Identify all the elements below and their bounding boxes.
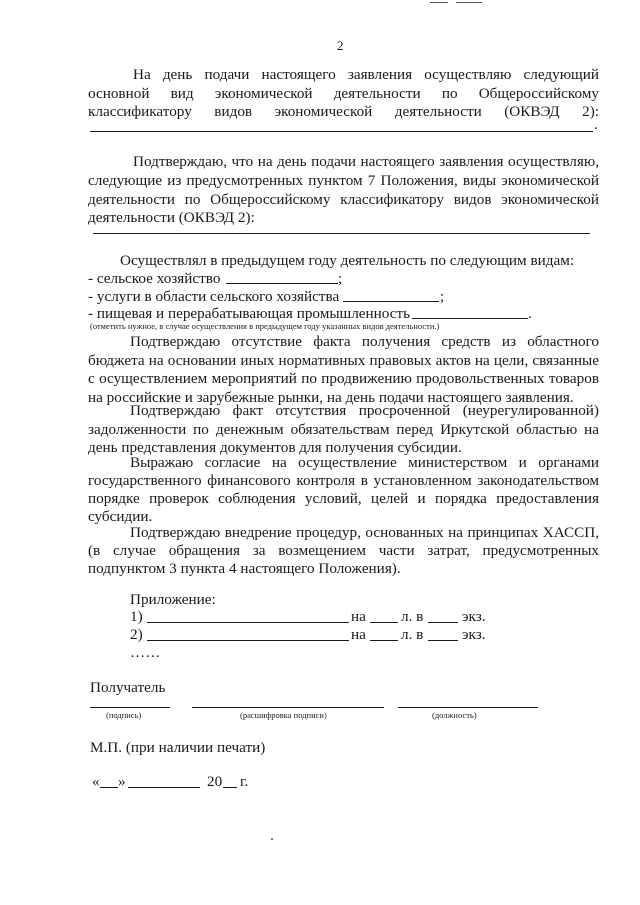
prev-year-item-3: - пищевая и перерабатывающая промышленность xyxy=(88,305,411,322)
para2-line-1: Подтверждаю факт отсутствия просроченной (неурегулированной) xyxy=(130,402,599,419)
date-day-fill xyxy=(100,787,118,788)
prev-year-intro: Осуществлял в предыдущем году деятельность по следующим видам: xyxy=(120,252,575,269)
para1-line-2: бюджета на основании иных нормативных правовых актов на цели, связанные xyxy=(88,352,599,369)
scan-mark xyxy=(430,2,448,3)
date-year-prefix: 20 xyxy=(207,773,223,790)
confirm-line-3: деятельности по Общероссийскому классификатору видов экономической xyxy=(88,191,599,208)
attachment-row-1-pages-fill xyxy=(370,622,398,623)
attachment-row-1-name-fill xyxy=(147,622,349,623)
okved-fill-end: . xyxy=(594,116,598,133)
para4-line-3: подпунктом 3 пункта 4 настоящего Положения). xyxy=(88,560,401,577)
attachment-row-2-num: 2) xyxy=(130,626,143,643)
page-number: 2 xyxy=(337,38,344,53)
attachment-row-2-na: на xyxy=(351,626,366,643)
para3-line-1: Выражаю согласие на осуществление министерством и органами xyxy=(130,454,599,471)
attachment-row-1-na: на xyxy=(351,608,366,625)
recipient-label: Получатель xyxy=(90,679,166,696)
date-month-fill xyxy=(128,787,200,788)
date-open-quote: « xyxy=(92,773,100,790)
para1-line-3: с осуществлением мероприятий по продвижению продовольственных товаров xyxy=(88,370,599,387)
para1-line-1: Подтверждаю отсутствие факта получения средств из областного xyxy=(130,333,599,350)
okved-line-1: На день подачи настоящего заявления осуществляю следующий xyxy=(133,66,599,83)
signature-decode-line xyxy=(192,707,384,708)
prev-year-item-1-fill xyxy=(226,283,338,284)
prev-year-item-3-fill xyxy=(412,318,528,319)
attachment-row-2-pages-fill xyxy=(370,640,398,641)
okved-line-3: классификатору видов экономической деятельности (ОКВЭД 2): xyxy=(88,103,599,120)
para3-line-2: государственного финансового контроля в установленном законодательством xyxy=(88,472,599,489)
attachment-dots: …… xyxy=(130,644,161,661)
attachment-row-1-copies-fill xyxy=(428,622,458,623)
attachment-row-1-l: л. в xyxy=(401,608,424,625)
attachment-row-2-copies-fill xyxy=(428,640,458,641)
date-year-fill xyxy=(223,787,237,788)
prev-year-item-1: - сельское хозяйство xyxy=(88,270,221,287)
attachment-row-2-ekz: экз. xyxy=(462,626,486,643)
scan-mark xyxy=(456,2,482,3)
prev-year-note: (отметить нужное, в случае осуществления в предыдущем году указанных видов деятельности.) xyxy=(90,321,440,331)
attachment-title: Приложение: xyxy=(130,591,216,608)
okved-fill-line xyxy=(90,131,593,132)
confirm-line-1: Подтверждаю, что на день подачи настоящего заявления осуществляю, xyxy=(133,153,599,170)
date-year-suffix: г. xyxy=(240,773,249,790)
attachment-row-2-name-fill xyxy=(147,640,349,641)
signature-line xyxy=(90,707,170,708)
stamp-text: М.П. (при наличии печати) xyxy=(90,739,266,756)
okved-line-2: основной вид экономической деятельности по Общероссийскому xyxy=(88,85,599,102)
para2-line-2: задолженности по денежным обязательствам перед Иркутской областью на xyxy=(88,421,599,438)
para3-line-3: порядке проверок соблюдения условий, целей и порядка предоставления xyxy=(88,490,599,507)
scan-speck xyxy=(271,838,273,840)
para4-line-1: Подтверждаю внедрение процедур, основанных на принципах ХАССП, xyxy=(130,524,599,541)
position-line xyxy=(398,707,538,708)
prev-year-item-2: - услуги в области сельского хозяйства xyxy=(88,288,340,305)
signature-decode-caption: (расшифровка подписи) xyxy=(240,710,327,720)
para4-line-2: (в случае обращения за возмещением части затрат, предусмотренных xyxy=(88,542,599,559)
date-close-quote: » xyxy=(118,773,126,790)
position-caption: (должность) xyxy=(432,710,477,720)
prev-year-item-2-end: ; xyxy=(440,288,445,305)
para1-line-4: на российские и зарубежные рынки, на день подачи настоящего заявления. xyxy=(88,389,574,406)
attachment-row-2-l: л. в xyxy=(401,626,424,643)
para2-line-3: день представления документов для получения субсидии. xyxy=(88,439,462,456)
confirm-fill-line xyxy=(93,233,590,234)
attachment-row-1-num: 1) xyxy=(130,608,143,625)
signature-caption: (подпись) xyxy=(106,710,142,720)
prev-year-item-2-fill xyxy=(343,301,439,302)
prev-year-item-1-end: ; xyxy=(338,270,343,287)
confirm-line-4: деятельности (ОКВЭД 2): xyxy=(88,209,255,226)
confirm-line-2: следующие из предусмотренных пунктом 7 Положения, виды экономической xyxy=(88,172,599,189)
attachment-row-1-ekz: экз. xyxy=(462,608,486,625)
prev-year-item-3-end: . xyxy=(528,305,532,322)
para3-line-4: субсидии. xyxy=(88,508,153,525)
